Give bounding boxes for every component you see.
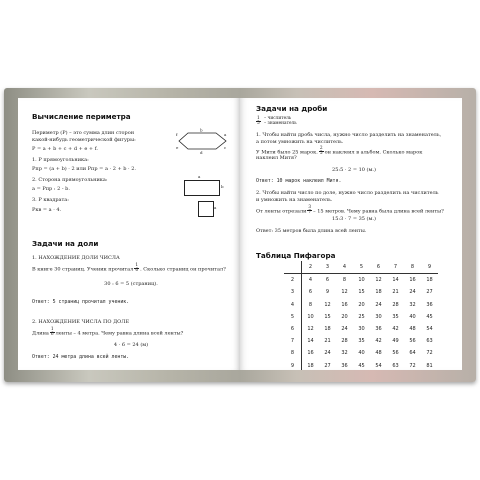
pythagoras-cell: 40 xyxy=(358,350,365,357)
pythagoras-cell: 3 xyxy=(284,286,302,298)
parts-task2-title: 2. НАХОЖДЕНИЕ ЧИСЛА ПО ДОЛЕ xyxy=(32,319,130,325)
pythagoras-header-row xyxy=(284,261,438,274)
pythagoras-cell: 25 xyxy=(358,313,365,320)
pythagoras-cell: 42 xyxy=(375,338,382,345)
pythagoras-cell: 35 xyxy=(358,338,365,345)
pythagoras-cell: 35 xyxy=(392,313,399,320)
pythagoras-cell: 63 xyxy=(392,362,399,369)
pythagoras-cell: 20 xyxy=(341,313,348,320)
pythagoras-cell: 15 xyxy=(324,313,331,320)
pythagoras-header-cell: 6 xyxy=(370,261,387,274)
pythagoras-cell: 45 xyxy=(358,362,365,369)
fractions-task1-answer: Ответ: 10 марок наклеил Митя. xyxy=(256,178,342,184)
pythagoras-cell: 32 xyxy=(341,350,348,357)
pythagoras-cell: 21 xyxy=(324,338,331,345)
pythagoras-cell: 14 xyxy=(392,277,399,284)
pythagoras-cell: 8 xyxy=(342,277,347,284)
pythagoras-cell: 18 xyxy=(426,277,433,284)
hexagon-label-bottom: d xyxy=(200,150,203,154)
fractions-task1-line2: а потом умножить на числитель. xyxy=(256,139,344,145)
parts-task1-title: 1. НАХОЖДЕНИЕ ДОЛИ ЧИСЛА xyxy=(32,255,120,261)
pythagoras-cell: 27 xyxy=(426,289,433,296)
pythagoras-cell: 21 xyxy=(392,289,399,296)
pythagoras-row xyxy=(284,299,438,311)
fractions-task2-answer: Ответ: 35 метров была длина всей ленты. xyxy=(256,228,367,234)
fraction-two-fifths: $\frac{2}{5}$ xyxy=(319,146,323,157)
pythagoras-cell: 72 xyxy=(409,362,416,369)
fractions-title: Задачи на дроби xyxy=(256,104,328,113)
perimeter-item3-formula: Pкв = a · 4. xyxy=(32,207,62,213)
pythagoras-cell: 4 xyxy=(284,299,302,311)
pythagoras-cell: 36 xyxy=(341,362,348,369)
pythagoras-cell: 16 xyxy=(341,301,348,308)
pythagoras-row xyxy=(284,323,438,335)
pythagoras-cell: 15 xyxy=(358,289,365,296)
perimeter-title: Вычисление периметра xyxy=(32,112,131,121)
parts-task1-text: В книге 30 страниц. Ученик прочитал $\frac{1}{6}$ . Сколько страниц он прочитал? xyxy=(32,263,226,274)
pythagoras-cell: 9 xyxy=(284,360,302,371)
pythagoras-cell: 54 xyxy=(375,362,382,369)
pythagoras-cell: 24 xyxy=(375,301,382,308)
pythagoras-cell: 16 xyxy=(307,350,314,357)
pythagoras-cell: 8 xyxy=(284,347,302,359)
pythagoras-cell: 30 xyxy=(375,313,382,320)
fractions-task1-line4: наклеил Митя? xyxy=(256,155,297,161)
parts-task1-calc: 30 : 6 = 5 (страниц). xyxy=(104,281,158,287)
pythagoras-header-cell: 2 xyxy=(302,261,320,274)
pythagoras-header-cell: 3 xyxy=(319,261,336,274)
pythagoras-cell: 49 xyxy=(392,338,399,345)
perimeter-definition-line2: какой-нибудь геометрической фигуры: xyxy=(32,136,136,143)
pythagoras-cell: 20 xyxy=(358,301,365,308)
pythagoras-header-cell: 7 xyxy=(387,261,404,274)
pythagoras-header-cell: 5 xyxy=(353,261,370,274)
right-page xyxy=(240,98,462,370)
pythagoras-cell: 28 xyxy=(341,338,348,345)
pythagoras-cell: 10 xyxy=(358,277,365,284)
rectangle-label-top: a xyxy=(198,174,201,179)
fractions-task1-line3: У Мити было 25 марок. $\frac{2}{5}$ он наклеил в альбом. Сколько марок xyxy=(256,146,423,157)
pythagoras-row xyxy=(284,360,438,371)
pythagoras-cell: 6 xyxy=(284,323,302,335)
perimeter-item1-formula: Pпр = (a + b) · 2 или Pпр = a · 2 + b · 2. xyxy=(32,166,136,172)
pythagoras-header-cell: 9 xyxy=(421,261,438,274)
pythagoras-cell: 42 xyxy=(392,326,399,333)
pythagoras-cell: 24 xyxy=(324,350,331,357)
parts-task2-text: Длина $\frac{1}{6}$ ленты – 4 метра. Чему равна длина всей ленты? xyxy=(32,327,184,338)
perimeter-item3: 3. P квадрата: xyxy=(32,197,69,203)
pythagoras-cell: 18 xyxy=(307,362,314,369)
perimeter-formula: P = a + b + c + d + e + f. xyxy=(32,146,98,152)
fractions-task2-line3: От ленты отрезали $\frac{3}{7}$ – 15 метров. Чему равна была длина всей ленты? xyxy=(256,205,444,216)
fractions-task2-calc: 15:3 · 7 = 35 (м.) xyxy=(332,216,376,222)
rectangle-figure xyxy=(184,180,220,196)
square-label: a xyxy=(214,205,217,210)
square-figure xyxy=(198,201,217,217)
fraction-three-sevenths: $\frac{3}{7}$ xyxy=(308,205,312,216)
pythagoras-cell: 14 xyxy=(307,338,314,345)
fraction-legend xyxy=(256,117,261,127)
pythagoras-cell: 24 xyxy=(409,289,416,296)
pythagoras-cell: 12 xyxy=(324,301,331,308)
parts-task1-answer: Ответ: 5 страниц прочитал ученик. xyxy=(32,299,130,305)
pythagoras-cell: 4 xyxy=(308,277,313,284)
pythagoras-header-cell xyxy=(284,261,302,274)
pythagoras-row xyxy=(284,274,438,287)
pythagoras-cell: 9 xyxy=(325,289,330,296)
pythagoras-cell: 6 xyxy=(325,277,330,284)
perimeter-definition-line1: Периметр (P) – это сумма длин сторон xyxy=(32,130,135,136)
pythagoras-cell: 5 xyxy=(284,311,302,323)
pythagoras-cell: 18 xyxy=(375,289,382,296)
pythagoras-cell: 12 xyxy=(341,289,348,296)
pythagoras-header-cell: 4 xyxy=(336,261,353,274)
fractions-task1-line1: 1. Чтобы найти дробь числа, нужно число разделить на знаменатель, xyxy=(256,132,442,138)
pythagoras-cell: 81 xyxy=(426,362,433,369)
fraction-one-sixth-2: $\frac{1}{6}$ xyxy=(50,327,54,338)
pythagoras-cell: 27 xyxy=(324,362,331,369)
fraction-one-sixth: $\frac{1}{6}$ xyxy=(135,263,139,274)
pythagoras-cell: 18 xyxy=(324,326,331,333)
pythagoras-cell: 54 xyxy=(426,326,433,333)
pythagoras-cell: 48 xyxy=(409,326,416,333)
rectangle-label-side: b xyxy=(221,184,224,189)
parts-title: Задачи на доли xyxy=(32,239,99,248)
pythagoras-row xyxy=(284,311,438,323)
denominator-label: – знаменатель xyxy=(264,121,297,126)
perimeter-item1: 1. P прямоугольника: xyxy=(32,157,89,163)
hexagon-label-right-bottom: c xyxy=(224,145,227,150)
pythagoras-cell: 36 xyxy=(426,301,433,308)
pythagoras-cell: 24 xyxy=(341,326,348,333)
parts-task2-calc: 4 · 6 = 24 (м) xyxy=(113,342,149,348)
hexagon-figure xyxy=(174,128,232,154)
legend-fraction: $\frac{1}{5}$ xyxy=(257,116,260,127)
pythagoras-cell: 63 xyxy=(426,338,433,345)
pythagoras-cell: 28 xyxy=(392,301,399,308)
numerator-label: – числитель xyxy=(264,116,292,121)
pythagoras-cell: 12 xyxy=(307,326,314,333)
pythagoras-cell: 40 xyxy=(409,313,416,320)
pythagoras-title: Таблица Пифагора xyxy=(256,251,336,260)
hexagon-label-left-top: f xyxy=(176,132,178,137)
hexagon-label-left-bottom: e xyxy=(176,145,179,150)
perimeter-item2-formula: a = Pпр : 2 - b. xyxy=(32,186,70,192)
pythagoras-cell: 7 xyxy=(284,335,302,347)
pythagoras-cell: 2 xyxy=(284,274,302,287)
pythagoras-cell: 56 xyxy=(392,350,399,357)
pythagoras-cell: 45 xyxy=(426,313,433,320)
pythagoras-cell: 56 xyxy=(409,338,416,345)
pythagoras-cell: 30 xyxy=(358,326,365,333)
pythagoras-cell: 6 xyxy=(308,289,313,296)
pythagoras-row xyxy=(284,347,438,359)
pythagoras-header-cell: 8 xyxy=(404,261,421,274)
pythagoras-cell: 64 xyxy=(409,350,416,357)
pythagoras-cell: 48 xyxy=(375,350,382,357)
fractions-task2-line2: и умножить на знаменатель. xyxy=(256,197,333,203)
pythagoras-table xyxy=(284,261,438,370)
pythagoras-cell: 72 xyxy=(426,350,433,357)
parts-task2-answer: Ответ: 24 метра длина всей ленты. xyxy=(32,354,130,360)
hexagon-label-right-top: a xyxy=(224,132,227,137)
pythagoras-row xyxy=(284,335,438,347)
pythagoras-cell: 32 xyxy=(409,301,416,308)
pythagoras-cell: 16 xyxy=(409,277,416,284)
left-page xyxy=(18,98,240,370)
pythagoras-row xyxy=(284,286,438,298)
pythagoras-cell: 10 xyxy=(307,313,314,320)
perimeter-item2: 2. Сторона прямоугольника: xyxy=(32,177,108,183)
pythagoras-cell: 36 xyxy=(375,326,382,333)
hexagon-label-top: b xyxy=(200,128,203,133)
fractions-task1-calc: 25:5 · 2 = 10 (м.) xyxy=(332,167,376,173)
pythagoras-cell: 8 xyxy=(308,301,313,308)
fractions-task2-line1: 2. Чтобы найти число по доле, нужно число разделить на числитель xyxy=(256,190,439,196)
pythagoras-cell: 12 xyxy=(375,277,382,284)
